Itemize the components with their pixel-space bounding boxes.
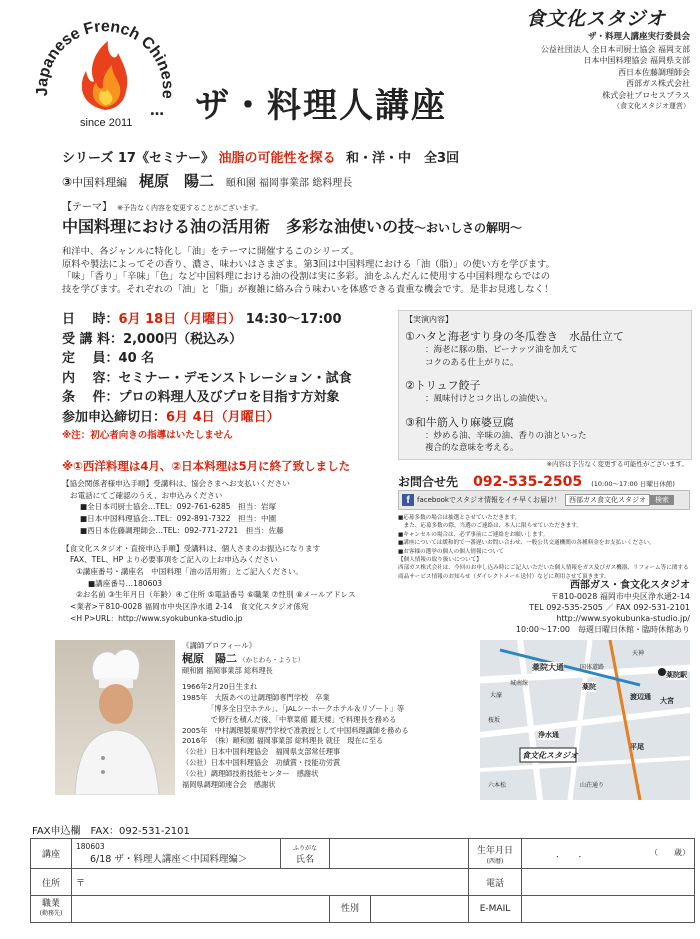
capacity-row <box>62 349 392 369</box>
lecturer-line <box>62 170 352 191</box>
profile-section <box>182 641 472 790</box>
privacy-section <box>398 514 690 581</box>
direct-url[interactable]: <H P>URL：http://www.syokubunka-studio.jp <box>70 613 243 623</box>
intro-line: 和洋中、各ジャンルに特化し「油」をテーマに開催するこのシリーズ。 <box>62 246 359 257</box>
organizer-line: ザ・料理人講座実行委員会 <box>587 32 690 42</box>
privacy-line: ■キャンセルの場合は、必ず事前にご連絡をお願いします。 <box>398 531 549 538</box>
series-line <box>62 147 459 166</box>
gender-cell[interactable] <box>330 896 469 923</box>
contact-hours: (10:00〜17:00 日曜日休館) <box>591 480 675 488</box>
facebook-icon: f <box>402 494 414 506</box>
organizer-line: 西部ガス株式会社 <box>626 79 690 88</box>
job-sub: (勤務先) <box>39 910 63 917</box>
lecture-genre: 中国料理編 <box>72 176 128 189</box>
chef-hat-icon <box>92 649 139 680</box>
contact-row <box>398 471 675 490</box>
demo-item-title: ①ハタと海老すり身の冬瓜巻き 水晶仕立て <box>405 330 624 343</box>
map-label: 桜坂 <box>488 717 501 724</box>
fee-label: 受 講 料： <box>62 331 124 347</box>
coat-button-icon <box>101 770 105 774</box>
job-label-cell <box>31 896 72 923</box>
intro-text <box>62 246 692 296</box>
course-label: 講座 <box>31 839 72 869</box>
map-label: 浄水通 <box>538 731 559 739</box>
facebook-text: facebookでスタジオ情報をイチ早くお届け！ <box>417 496 561 504</box>
access-map <box>480 640 690 800</box>
course-cell[interactable] <box>72 839 281 869</box>
direct-line: ②お名前 ③生年月日（年齢）④ご住所 ⑤電話番号 ⑥職業 ⑦性別 ⑧メールアドレス <box>76 590 356 600</box>
profile-line: 1985年 大阪あべの辻調理師専門学校 卒業 <box>182 693 330 703</box>
chef-photo <box>55 640 175 795</box>
map-label: 天神 <box>632 650 645 657</box>
apply-section <box>62 478 387 624</box>
demo-item-title: ③和牛筋入り麻婆豆腐 <box>405 415 514 429</box>
beginner-note: ※注：初心者向きの指導はいたしません <box>62 430 233 441</box>
job-label: 職業 <box>41 899 60 909</box>
date-label: 日 時： <box>62 312 119 327</box>
facebook-bar <box>398 490 690 510</box>
condition-value: プロの料理人及びプロを目指す方対象 <box>118 390 340 405</box>
postal-mark: 〒 <box>76 878 86 889</box>
profile-reading: （かじわら・ようじ） <box>239 655 305 664</box>
organizer-line: 公益社団法人 全日本司厨士協会 福岡支部 <box>540 44 690 54</box>
logo-since: since 2011 <box>80 117 133 129</box>
studio-url[interactable]: http://www.syokubunka-studio.jp/ <box>556 614 690 623</box>
name-input[interactable] <box>330 839 469 869</box>
theme-heading <box>62 214 522 237</box>
fax-row-job <box>31 896 695 923</box>
personal-info-text: 西部ガス株式会社は、今回のお申し込み時にご記入いただいた個人情報をガス及びガス機器、リフォーム等に関する商品サービス情報のお知らせ（ダイレクトメール送付）などに利用させて頂きます。 <box>398 565 689 580</box>
map-studio-label: 食文化スタジオ <box>522 751 578 760</box>
map-label: 山荘通り <box>580 782 605 789</box>
chef-photo-svg <box>55 640 175 795</box>
series-prefix: シリーズ 17《セミナー》 <box>62 151 214 166</box>
organizer-line: 日本中国料理協会 福岡県支部 <box>583 56 690 65</box>
profile-line: 2016年 （株）頤和園 福岡事業部 総料理長 就任 現在に至る <box>182 736 384 746</box>
demo-item-title: ②トリュフ餃子 <box>405 379 481 392</box>
studio-hours: 10:00〜17:00 毎週日曜日休館・臨時休館あり <box>515 625 690 634</box>
fax-header: FAX申込欄 FAX：092-531-2101 <box>32 826 190 837</box>
profile-name-row <box>182 651 472 666</box>
map-label: 薬院大通 <box>532 663 564 672</box>
address-input[interactable] <box>72 869 469 896</box>
contact-phone: 092-535-2505 <box>473 474 583 490</box>
map-label: 薬院 <box>582 683 596 691</box>
course-name: 6/18 ザ・料理人講座＜中国料理編＞ <box>90 854 248 865</box>
logo-arc-text: Japanese French Chinese <box>33 18 177 100</box>
profile-line: 1966年2月20日生まれ <box>182 682 258 692</box>
intro-line: 「味」「香り」「辛味」「色」など中国料理における油の役割は実に多彩。油をふんだんに使用する中国料理ならではの <box>62 271 550 283</box>
series-highlight: 油脂の可能性を探る <box>218 151 336 166</box>
intro-line: 原料や製法によってその香り、濃さ、味わいはさまざま。第3回は中国料理における「油（脂）」の使い方を学びます。 <box>62 258 555 270</box>
station-icon <box>658 668 666 676</box>
assoc-sub: お電話にてご確認のうえ、お申込みください <box>70 490 223 500</box>
birth-sep: ． ． <box>556 850 588 860</box>
demo-item-desc: ：海老に豚の脂、ピーナッツ油を加えて <box>425 345 578 355</box>
map-label: 城南線 <box>510 680 529 687</box>
content-label: 内 容： <box>62 370 119 386</box>
facebook-search-button[interactable]: 検索 <box>650 495 674 505</box>
demo-label: 【実演内容】 <box>405 315 453 324</box>
profile-line: 福岡県調理師連合会 感謝状 <box>182 779 276 789</box>
logo-ellipsis: … <box>150 103 164 119</box>
organizer-line: 株式会社プロセスプラス <box>602 90 690 100</box>
deadline-value: 6月 4日（月曜日） <box>166 409 280 425</box>
profile-line: 2005年 中村調理製菓専門学校で准教授として中国料理講師を務める <box>182 725 409 735</box>
job-input[interactable] <box>72 896 330 923</box>
studio-name: 西部ガス・食文化スタジオ <box>570 580 690 591</box>
direct-head: 【食文化スタジオ・直接申込手順】受講料は、個人さまのお振込になります <box>62 543 321 553</box>
fax-form <box>30 838 695 923</box>
map-label: 国体道路 <box>580 664 605 671</box>
deadline-row <box>62 408 392 428</box>
map-label: 平尾 <box>630 743 644 751</box>
map-label: 六本松 <box>488 782 507 789</box>
studio-brand-logo: 食文化スタジオ <box>525 8 666 30</box>
flame-logo <box>30 5 180 135</box>
fee-value: 2,000円（税込み） <box>123 331 243 347</box>
facebook-search-input[interactable]: 西部ガス食文化スタジオ <box>565 494 650 506</box>
address-label: 住所 <box>31 869 72 896</box>
assoc-line: ■西日本佐藤調理師会…TEL：092-771-2721 担当：佐藤 <box>80 525 284 535</box>
studio-tel: TEL 092-535-2505 ／ FAX 092-531-2101 <box>529 603 690 612</box>
studio-postal: 〒810-0028 福岡市中央区浄水通2-14 <box>550 592 690 601</box>
phone-label: 電話 <box>469 869 522 896</box>
event-info <box>62 310 392 441</box>
organizer-line: 西日本佐藤調理師会 <box>618 67 690 77</box>
direct-line: FAX、TEL、HP より必要事項をご記入の上お申込みください <box>70 555 278 565</box>
chef-face <box>99 684 133 724</box>
theme-heading-sub: ～おいしさの解明～ <box>414 221 523 235</box>
date-row <box>62 310 392 330</box>
demo-item-desc: コクのある仕上がりに。 <box>425 357 519 368</box>
deadline-label: 参加申込締切日： <box>62 409 167 425</box>
page-title: ザ・料理人講座 <box>195 86 447 126</box>
series-suffix: 和・洋・中 全3回 <box>346 151 460 166</box>
privacy-line: ■講座については緩和的で一番遅いお問い合わせ、一般公共交通機関の各種料金をお支払いください。 <box>398 540 655 547</box>
studio-address <box>516 580 690 635</box>
profile-line: （公社）日本中国料理協会 福岡県支部常任理事 <box>182 747 341 757</box>
profile-line: で修行を積んだ後、「中華菜館 麗天楼」で料理長を務める <box>182 714 397 724</box>
email-label: E-MAIL <box>469 896 522 923</box>
fee-row <box>62 330 392 350</box>
map-label: 大濠 <box>490 692 503 699</box>
fax-row-course <box>31 839 695 869</box>
privacy-line: また、応募多数の際、当選のご連絡は、本人に限らせていただきます。 <box>398 523 582 530</box>
contact-label: お問合せ先 <box>398 475 459 489</box>
demo-item-desc: ：炒める油、辛味の油、香りの油といった <box>425 430 587 441</box>
profile-name: 梶原 陽二 <box>182 651 237 665</box>
birth-label-cell <box>469 839 522 869</box>
privacy-line: ■お客様の選挙の個人の個人情報について <box>398 548 504 555</box>
demo-box <box>398 310 692 460</box>
birth-sub: (西暦) <box>486 857 504 865</box>
map-road <box>480 710 690 735</box>
content-value: セミナー・デモンストレーション・試食 <box>118 370 352 386</box>
profile-label: 《講師プロフィール》 <box>182 641 257 650</box>
name-label: 氏名 <box>295 854 314 865</box>
theme-label: 【テーマ】 <box>62 202 112 213</box>
condition-row <box>62 388 392 408</box>
direct-line: <業者>〒810-0028 福岡市中央区浄水通 2-14 食文化スタジオ係宛 <box>70 602 309 612</box>
lecture-number: ③ <box>62 175 73 189</box>
chef-coat <box>75 730 159 795</box>
profile-line: 「博多全日空ホテル」、「JALシーホークホテル＆リゾート」等 <box>182 703 405 713</box>
date-value: 6月 18日（月曜日） <box>118 312 242 327</box>
flame-icon <box>82 41 127 110</box>
assoc-head: 【協会関係者様申込手順】受講料は、協会さまへお支払いください <box>62 479 290 488</box>
content-row <box>62 369 392 389</box>
capacity-label: 定 員： <box>62 351 119 366</box>
theme-heading-main: 中国料理における油の活用術 多彩な油使いの技 <box>62 217 415 236</box>
privacy-line: ■応募多数の場合は抽選とさせていただきます。 <box>398 515 521 521</box>
assoc-line: ■全日本司厨士協会…TEL：092-761-6285 担当：岩塚 <box>80 502 277 512</box>
email-input[interactable] <box>522 896 695 923</box>
theme-note: ※予告なく内容を変更することがございます。 <box>117 204 263 212</box>
furigana-label: ふりがな <box>292 844 317 852</box>
ended-notice: ※①西洋料理は4月、②日本料理は5月に終了致しました <box>62 459 351 473</box>
demo-item-desc: ：風味付けとコク出しの油使い。 <box>425 394 553 404</box>
map-station-label: 薬院駅 <box>666 671 687 679</box>
personal-info-head: 【個人情報の取り扱いについて】 <box>398 557 482 564</box>
demo-note: ※内容は予告なく変更する可能性がございます。 <box>546 460 688 468</box>
coat-button-icon <box>101 756 105 760</box>
organizer-list <box>470 32 690 113</box>
birth-input[interactable] <box>522 839 695 869</box>
name-label-cell <box>281 839 330 869</box>
gender-label: 性別 <box>330 896 371 922</box>
profile-affiliation: 頤和園 福岡事業部 総料理長 <box>182 665 273 675</box>
theme-label-row <box>62 195 262 214</box>
organizer-line: （食文化スタジオ運営） <box>613 102 690 110</box>
condition-label: 条 件： <box>62 390 119 405</box>
phone-input[interactable] <box>522 869 695 896</box>
assoc-line: ■日本中国料理協会…TEL：092-891-7322 担当：中園 <box>80 514 277 524</box>
fax-row-address <box>31 869 695 896</box>
lecturer-name: 梶原 陽二 <box>139 172 215 190</box>
birth-label: 生年月日 <box>476 845 513 856</box>
map-road <box>480 758 690 770</box>
intro-line: 技を学びます。それぞれの「油」と「脂」が複雑に絡み合う味わいを体感できる貴重な機会です。是非お見逃しなく！ <box>62 283 554 295</box>
capacity-value: 40 名 <box>118 351 155 366</box>
profile-line: （公社）日本中国料理協会 功績賞・技能功労賞 <box>182 757 341 767</box>
profile-line: （公社）調理師技術技能センター 感謝状 <box>182 768 319 778</box>
age-field: （ 歳） <box>650 848 690 857</box>
time-value: 14:30〜17:00 <box>245 312 342 327</box>
map-label: 大宮 <box>660 697 674 705</box>
course-code: 180603 <box>76 842 105 851</box>
lecturer-affiliation: 頤和園 福岡事業部 総料理長 <box>225 178 353 189</box>
direct-line: ①講座番号・講座名 中国料理「油の活用術」とご記入ください。 <box>76 566 304 576</box>
direct-line: ■講座番号…180603 <box>88 578 163 588</box>
demo-item-desc: 複合的な意味を考える。 <box>425 443 519 453</box>
map-label: 渡辺通 <box>630 693 651 701</box>
